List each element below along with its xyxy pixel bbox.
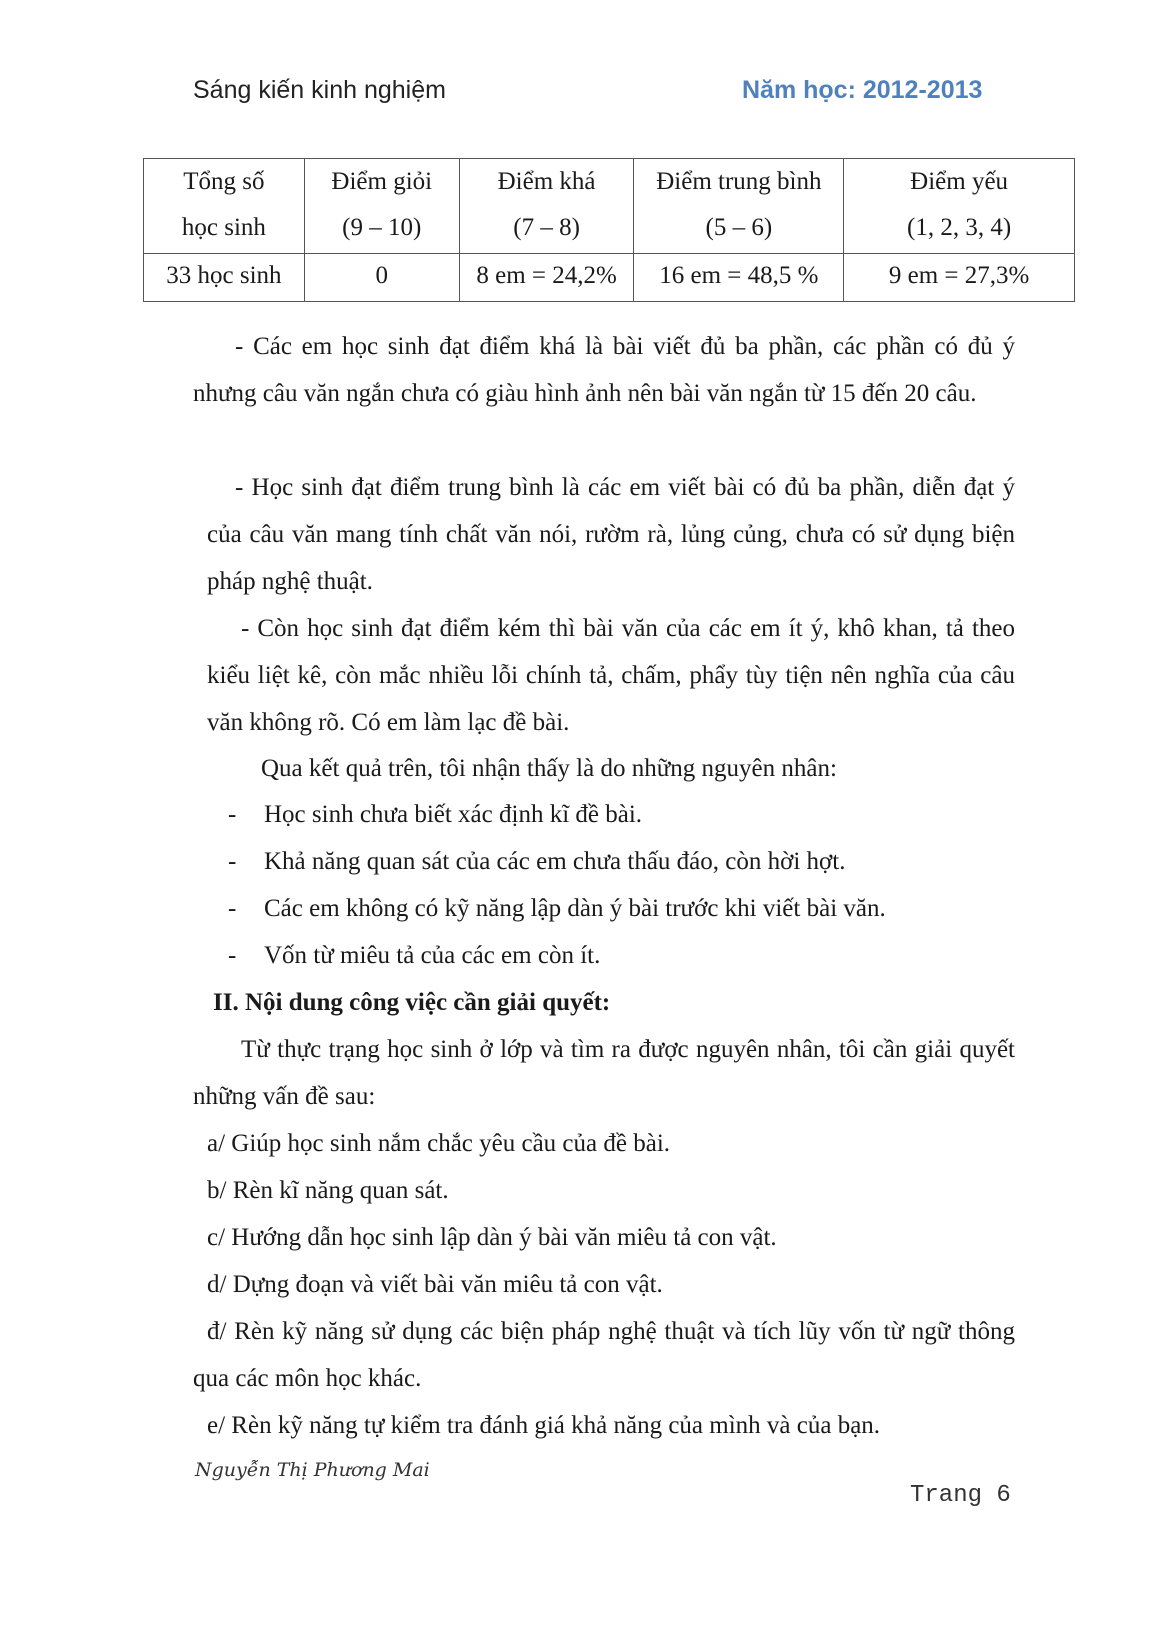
list-item: Các em không có kỹ năng lập dàn ý bài trước khi viết bài văn.: [264, 895, 886, 922]
bullet-dash: -: [228, 848, 237, 875]
paragraph-weak-scores: - Còn học sinh đạt điểm kém thì bài văn của các em ít ý, khô khan, tả theo kiểu liệt kê, còn mắc nhiều lỗi chính tả, chấm, phẩy tùy tiện nên nghĩa của câu văn không rõ. Có em làm lạc đề bài.: [207, 615, 1015, 736]
table-header-cell: Tổng số học sinh: [144, 159, 305, 254]
list-item: c/ Hướng dẫn học sinh lập dàn ý bài văn miêu tả con vật.: [207, 1224, 777, 1251]
page-number: Trang 6: [910, 1482, 1011, 1509]
list-item: Khả năng quan sát của các em chưa thấu đáo, còn hời hợt.: [264, 848, 846, 875]
table-header-cell: Điểm trung bình (5 – 6): [634, 159, 844, 254]
list-item: Vốn từ miêu tả của các em còn ít.: [264, 942, 601, 969]
table-header-cell: Điểm giỏi (9 – 10): [304, 159, 459, 254]
list-item: d/ Dựng đoạn và viết bài văn miêu tả con vật.: [207, 1271, 663, 1298]
results-table: [143, 158, 1075, 302]
paragraph-problems-intro: Từ thực trạng học sinh ở lớp và tìm ra được nguyên nhân, tôi cần giải quyết những vấn đề sau:: [193, 1036, 1015, 1110]
table-row: [144, 254, 1075, 302]
bullet-dash: -: [228, 942, 237, 969]
table-header-cell: Điểm khá (7 – 8): [459, 159, 634, 254]
table-cell: 0: [304, 254, 459, 302]
paragraph-good-scores: - Các em học sinh đạt điểm khá là bài viết đủ ba phần, các phần có đủ ý nhưng câu văn ngắn chưa có giàu hình ảnh nên bài văn ngắn từ 15 đến 20 câu.: [193, 333, 1015, 407]
list-item: e/ Rèn kỹ năng tự kiểm tra đánh giá khả năng của mình và của bạn.: [207, 1412, 881, 1439]
author-signature: Nguyễn Thị Phương Mai: [195, 1459, 430, 1481]
bullet-dash: -: [228, 895, 237, 922]
table-cell: 9 em = 27,3%: [844, 254, 1075, 302]
paragraph-causes-intro: Qua kết quả trên, tôi nhận thấy là do những nguyên nhân:: [261, 755, 837, 782]
paragraph-average-scores: - Học sinh đạt điểm trung bình là các em viết bài có đủ ba phần, diễn đạt ý của câu văn mang tính chất văn nói, rườm rà, lủng củng, chưa có sử dụng biện pháp nghệ thuật.: [207, 474, 1015, 595]
list-item: đ/ Rèn kỹ năng sử dụng các biện pháp nghệ thuật và tích lũy vốn từ ngữ thông qua các môn học khác.: [193, 1318, 1015, 1392]
header-school-year: Năm học: 2012-2013: [742, 76, 983, 104]
list-item: Học sinh chưa biết xác định kĩ đề bài.: [264, 801, 643, 828]
table-cell: 33 học sinh: [144, 254, 305, 302]
list-item: a/ Giúp học sinh nắm chắc yêu cầu của đề bài.: [207, 1130, 671, 1157]
table-header-cell: Điểm yếu (1, 2, 3, 4): [844, 159, 1075, 254]
table-cell: 8 em = 24,2%: [459, 254, 634, 302]
section-heading: II. Nội dung công việc cần giải quyết:: [213, 989, 611, 1016]
bullet-dash: -: [228, 801, 237, 828]
table-cell: 16 em = 48,5 %: [634, 254, 844, 302]
list-item: b/ Rèn kĩ năng quan sát.: [207, 1177, 449, 1204]
header-title: Sáng kiến kinh nghiệm: [193, 76, 446, 104]
table-header-row: [144, 159, 1075, 254]
